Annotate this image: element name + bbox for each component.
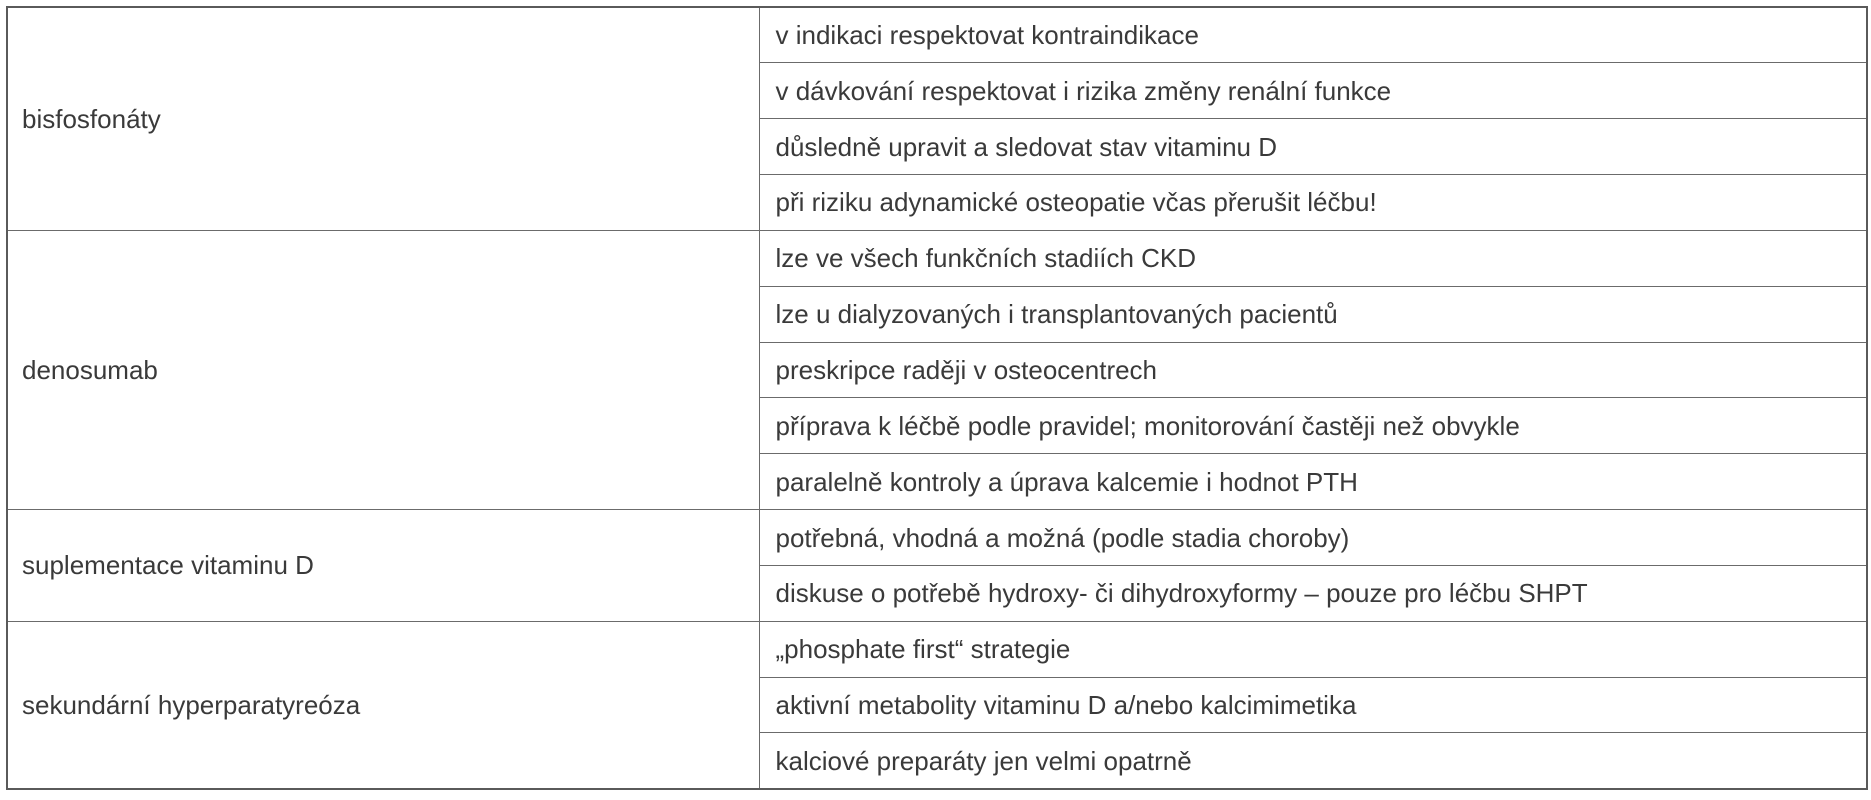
table-cell: v dávkování respektovat i rizika změny renální funkce	[759, 63, 1867, 119]
table-row	[7, 510, 1867, 566]
table-cell: v indikaci respektovat kontraindikace	[759, 7, 1867, 63]
group-label-bisfosfonaty: bisfosfonáty	[7, 7, 759, 230]
table-cell: potřebná, vhodná a možná (podle stadia choroby)	[759, 510, 1867, 566]
table-cell: paralelně kontroly a úprava kalcemie i hodnot PTH	[759, 454, 1867, 510]
table-cell: lze u dialyzovaných i transplantovaných pacientů	[759, 286, 1867, 342]
table-row	[7, 621, 1867, 677]
table-cell: kalciové preparáty jen velmi opatrně	[759, 733, 1867, 789]
table-row	[7, 230, 1867, 286]
table-cell: diskuse o potřebě hydroxy- či dihydroxyformy – pouze pro léčbu SHPT	[759, 565, 1867, 621]
group-label-suplementace-vitaminu-d: suplementace vitaminu D	[7, 510, 759, 622]
table-row	[7, 7, 1867, 63]
recommendations-table-container	[6, 6, 1868, 790]
table-cell: „phosphate first“ strategie	[759, 621, 1867, 677]
table-cell: preskripce raději v osteocentrech	[759, 342, 1867, 398]
table-cell: při riziku adynamické osteopatie včas přerušit léčbu!	[759, 175, 1867, 231]
table-cell: aktivní metabolity vitaminu D a/nebo kalcimimetika	[759, 677, 1867, 733]
table-cell: lze ve všech funkčních stadiích CKD	[759, 230, 1867, 286]
group-label-denosumab: denosumab	[7, 230, 759, 509]
table-cell: důsledně upravit a sledovat stav vitaminu D	[759, 119, 1867, 175]
table-cell: příprava k léčbě podle pravidel; monitorování častěji než obvykle	[759, 398, 1867, 454]
recommendations-table	[6, 6, 1868, 790]
group-label-sekundarni-hyperparatyreoza: sekundární hyperparatyreóza	[7, 621, 759, 789]
